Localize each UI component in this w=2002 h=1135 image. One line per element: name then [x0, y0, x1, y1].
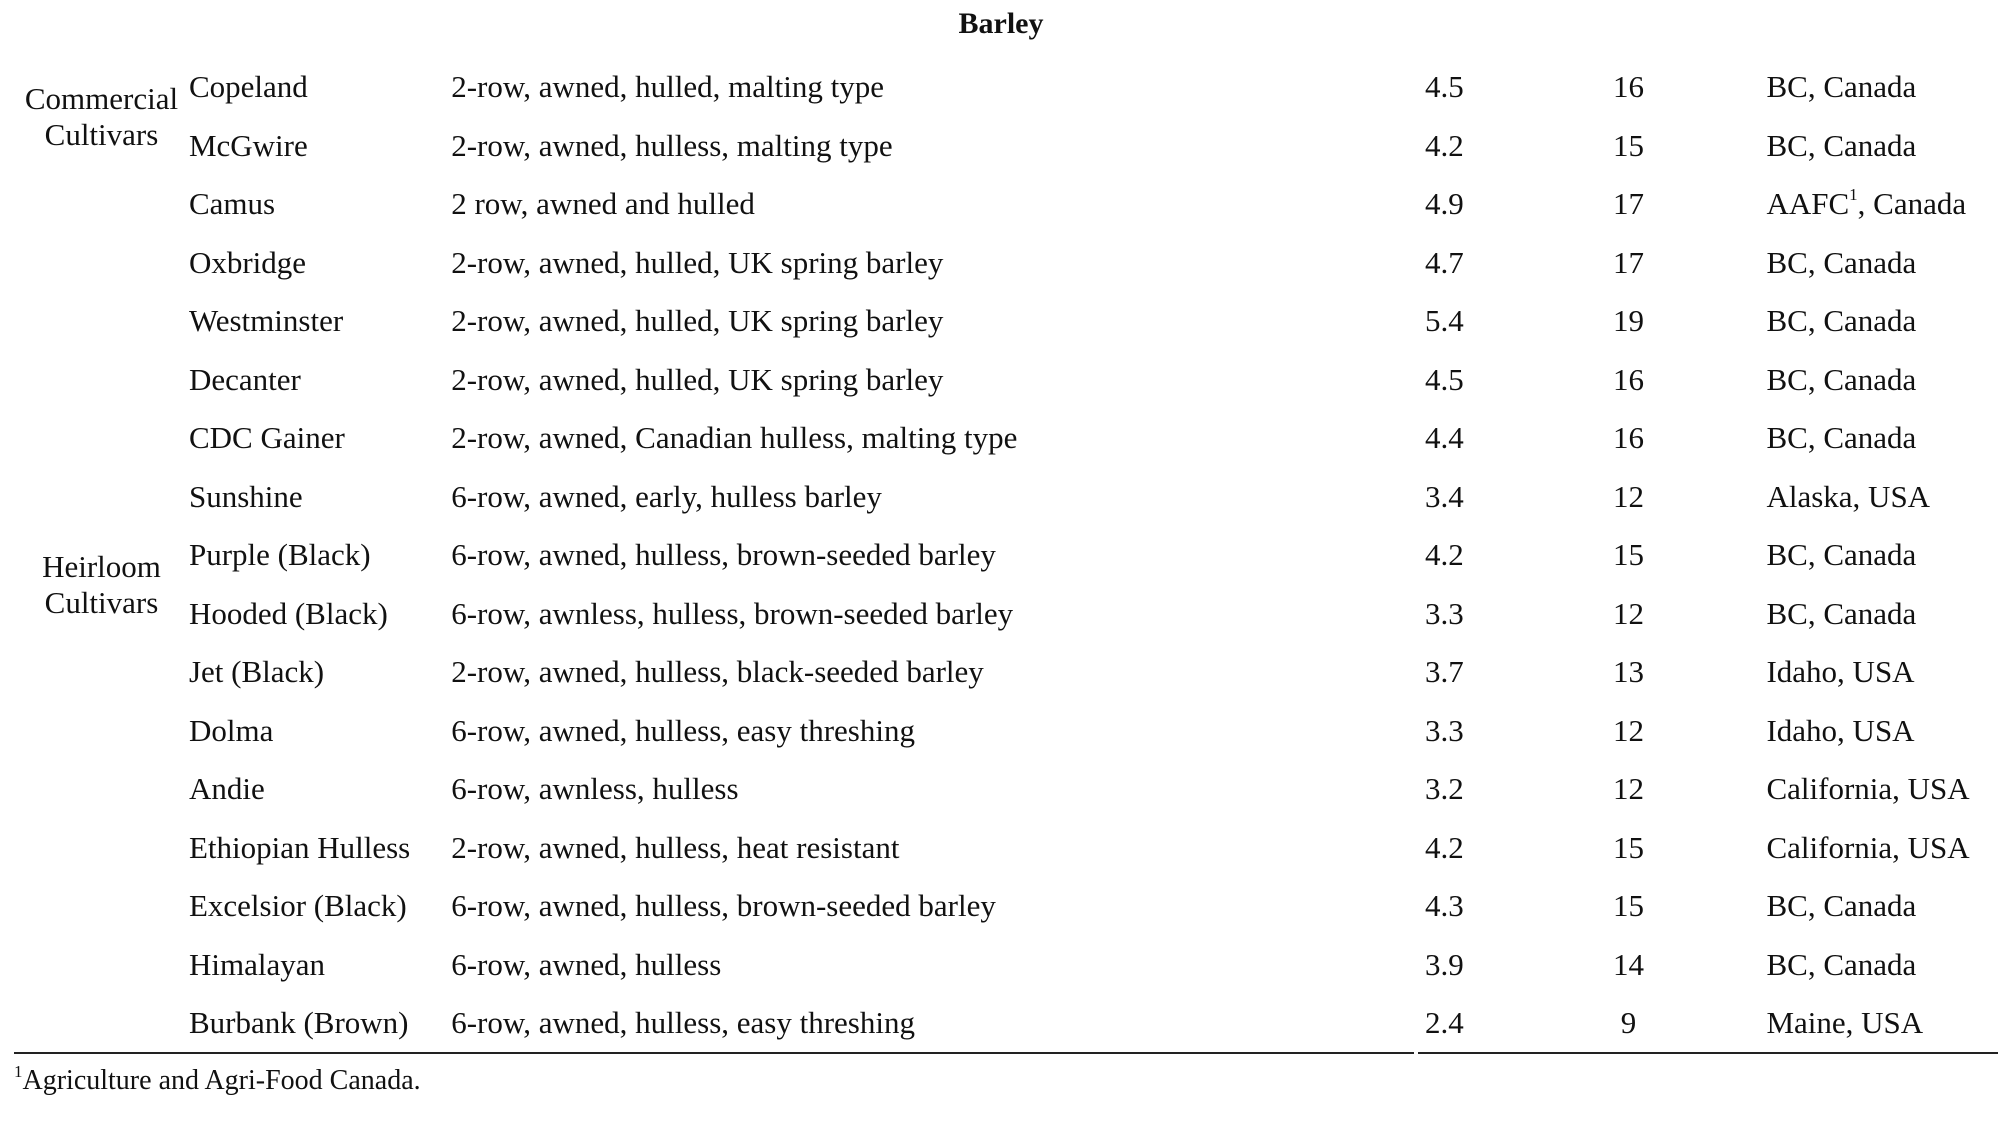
- value-cell-2: 15: [1613, 537, 1645, 573]
- value-cell-2: 16: [1613, 420, 1645, 456]
- cultivar-name: Decanter: [188, 361, 301, 397]
- value-cell-1: 4.2: [1425, 829, 1464, 865]
- cultivar-description: 2-row, awned, hulless, heat resistant: [451, 829, 900, 865]
- table-row: [14, 702, 2002, 761]
- origin-cell: BC, Canada: [1766, 537, 1917, 573]
- cultivar-description: 6-row, awned, hulless, easy threshing: [451, 712, 915, 748]
- table-row: [14, 175, 2002, 234]
- cultivar-name: Copeland: [188, 69, 308, 105]
- table-row: [14, 585, 2002, 644]
- cultivar-description: 2-row, awned, hulled, malting type: [451, 69, 884, 105]
- origin-prefix: AAFC: [1766, 186, 1850, 222]
- value-cell-2: 15: [1613, 829, 1645, 865]
- value-cell-2: 19: [1613, 303, 1645, 339]
- group-cell-empty: [14, 292, 189, 351]
- cultivar-name: Westminster: [188, 303, 344, 339]
- origin-cell: Maine, USA: [1766, 1005, 1924, 1041]
- origin-cell: BC, Canada: [1766, 361, 1917, 397]
- group-cell-empty: [14, 409, 189, 468]
- value-cell-2: 14: [1613, 946, 1645, 982]
- cultivar-name: Andie: [188, 771, 265, 807]
- origin-suffix: , Canada: [1857, 186, 1967, 222]
- value-cell-1: 4.7: [1425, 244, 1464, 280]
- cultivar-description: 2-row, awned, hulled, UK spring barley: [451, 361, 944, 397]
- cultivar-name: Ethiopian Hulless: [188, 829, 411, 865]
- group-label-line: Heirloom: [42, 548, 161, 584]
- cultivar-description: 2-row, awned, hulled, UK spring barley: [451, 303, 944, 339]
- value-cell-1: 3.2: [1425, 771, 1464, 807]
- value-cell-2: 12: [1613, 595, 1645, 631]
- cultivar-description: 2 row, awned and hulled: [451, 186, 755, 222]
- group-label-line: Commercial: [24, 80, 179, 116]
- group-cell-empty: [14, 643, 189, 702]
- value-cell-2: 12: [1613, 478, 1645, 514]
- barley-cultivar-table: [14, 58, 2002, 1053]
- cultivar-description: 6-row, awned, hulless, brown-seeded barley: [451, 537, 996, 573]
- origin-cell: BC, Canada: [1766, 244, 1917, 280]
- value-cell-1: 2.4: [1425, 1005, 1464, 1041]
- value-cell-1: 4.2: [1425, 537, 1464, 573]
- value-cell-1: 3.7: [1425, 654, 1464, 690]
- table-row: [14, 292, 2002, 351]
- footnote-marker: 1: [1849, 185, 1858, 205]
- footnote-text: Agriculture and Agri-Food Canada.: [22, 1065, 421, 1096]
- value-cell-2: 12: [1613, 771, 1645, 807]
- value-cell-2: 13: [1613, 654, 1645, 690]
- cultivar-description: 2-row, awned, hulless, black-seeded barley: [451, 654, 984, 690]
- cultivar-name: Excelsior (Black): [188, 888, 407, 924]
- cultivar-description: 2-row, awned, hulled, UK spring barley: [451, 244, 944, 280]
- value-cell-1: 4.4: [1425, 420, 1464, 456]
- origin-cell: [1766, 175, 2002, 234]
- value-cell-1: 4.5: [1425, 69, 1464, 105]
- table-row: [14, 526, 2002, 585]
- group-cell-empty: [14, 936, 189, 995]
- cultivar-name: Purple (Black): [188, 537, 371, 573]
- table-row: [14, 351, 2002, 410]
- table-row: [14, 58, 2002, 117]
- table-row: [14, 234, 2002, 293]
- cultivar-name: Hooded (Black): [188, 595, 388, 631]
- group-cell-empty: [14, 234, 189, 293]
- group-label-line: Cultivars: [44, 116, 159, 152]
- cultivar-name: Camus: [188, 186, 276, 222]
- cultivar-description: 2-row, awned, Canadian hulless, malting type: [451, 420, 1018, 456]
- value-cell-1: 4.9: [1425, 186, 1464, 222]
- value-cell-1: 3.4: [1425, 478, 1464, 514]
- table-row: [14, 117, 2002, 176]
- footnote-marker: 1: [14, 1062, 23, 1081]
- group-cell-empty: [14, 819, 189, 878]
- table-row: [14, 409, 2002, 468]
- cultivar-name: CDC Gainer: [188, 420, 345, 456]
- group-cell-empty: [14, 351, 189, 410]
- group-cell-empty: [14, 877, 189, 936]
- cultivar-name: Dolma: [188, 712, 274, 748]
- table-row: [14, 936, 2002, 995]
- origin-cell: BC, Canada: [1766, 946, 1917, 982]
- cultivar-name: Sunshine: [188, 478, 303, 514]
- cultivar-description: 6-row, awned, hulless, brown-seeded barley: [451, 888, 996, 924]
- origin-cell: California, USA: [1766, 829, 1970, 865]
- value-cell-2: 16: [1613, 69, 1645, 105]
- table-bottom-rule: [14, 1052, 1414, 1054]
- value-cell-2: 15: [1613, 127, 1645, 163]
- cultivar-name: Oxbridge: [188, 244, 307, 280]
- group-cell-empty: [14, 468, 189, 527]
- value-cell-1: 4.3: [1425, 888, 1464, 924]
- origin-cell: Alaska, USA: [1766, 478, 1931, 514]
- value-cell-1: 5.4: [1425, 303, 1464, 339]
- origin-cell: BC, Canada: [1766, 420, 1917, 456]
- origin-cell: BC, Canada: [1766, 303, 1917, 339]
- group-cell-empty: [14, 994, 189, 1053]
- cultivar-description: 6-row, awned, early, hulless barley: [451, 478, 882, 514]
- table-row: [14, 819, 2002, 878]
- origin-cell: Idaho, USA: [1766, 712, 1915, 748]
- cultivar-name: Himalayan: [188, 946, 325, 982]
- origin-cell: BC, Canada: [1766, 69, 1917, 105]
- origin-cell: Idaho, USA: [1766, 654, 1915, 690]
- value-cell-2: 17: [1613, 186, 1645, 222]
- cultivar-description: 2-row, awned, hulless, malting type: [451, 127, 893, 163]
- cultivar-name: Burbank (Brown): [188, 1005, 409, 1041]
- group-label-commercial: [14, 58, 189, 175]
- group-cell-empty: [14, 702, 189, 761]
- value-cell-2: 9: [1620, 1005, 1637, 1041]
- table-row: [14, 877, 2002, 936]
- cultivar-description: 6-row, awned, hulless, easy threshing: [451, 1005, 915, 1041]
- table-row: [14, 643, 2002, 702]
- table-row: [14, 994, 2002, 1053]
- value-cell-1: 4.5: [1425, 361, 1464, 397]
- value-cell-2: 15: [1613, 888, 1645, 924]
- table-row: [14, 760, 2002, 819]
- cultivar-description: 6-row, awnless, hulless: [451, 771, 739, 807]
- value-cell-1: 4.2: [1425, 127, 1464, 163]
- value-cell-2: 17: [1613, 244, 1645, 280]
- cultivar-description: 6-row, awnless, hulless, brown-seeded barley: [451, 595, 1014, 631]
- group-cell-empty: [14, 175, 189, 234]
- group-cell-empty: [14, 760, 189, 819]
- value-cell-1: 3.3: [1425, 595, 1464, 631]
- value-cell-2: 16: [1613, 361, 1645, 397]
- group-label-line: Cultivars: [44, 584, 159, 620]
- origin-cell: BC, Canada: [1766, 888, 1917, 924]
- origin-cell: BC, Canada: [1766, 595, 1917, 631]
- cultivar-description: 6-row, awned, hulless: [451, 946, 722, 982]
- group-label-heirloom: [14, 526, 189, 643]
- value-cell-1: 3.3: [1425, 712, 1464, 748]
- table-bottom-rule: [1418, 1052, 1998, 1054]
- table-footnote: [14, 1063, 421, 1099]
- cultivar-name: Jet (Black): [188, 654, 325, 690]
- table-row: [14, 468, 2002, 527]
- origin-cell: California, USA: [1766, 771, 1970, 807]
- cultivar-name: McGwire: [188, 127, 308, 163]
- value-cell-1: 3.9: [1425, 946, 1464, 982]
- origin-cell: BC, Canada: [1766, 127, 1917, 163]
- value-cell-2: 12: [1613, 712, 1645, 748]
- section-title: Barley: [958, 7, 1044, 40]
